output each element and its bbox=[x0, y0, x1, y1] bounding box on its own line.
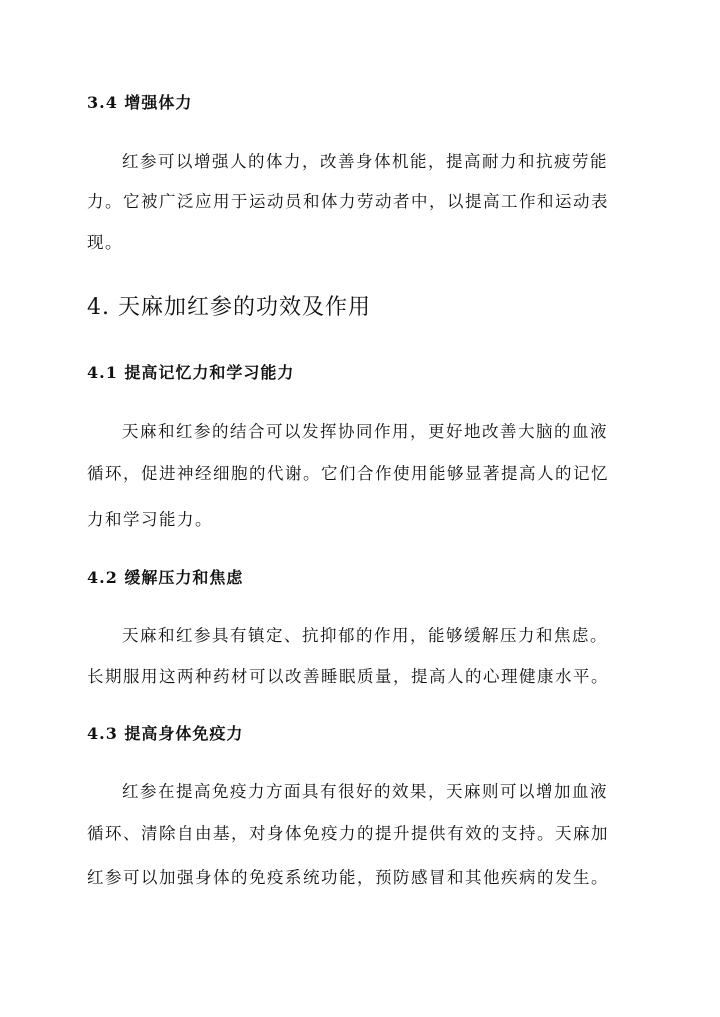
paragraph-line: 红参可以加强身体的免疫系统功能，预防感冒和其他疾病的发生。 bbox=[87, 868, 609, 887]
paragraph-line: 天麻和红参具有镇定、抗抑郁的作用，能够缓解压力和焦虑。 bbox=[122, 626, 608, 645]
paragraph-line: 红参可以增强人的体力，改善身体机能，提高耐力和抗疲劳能 bbox=[122, 152, 608, 171]
paragraph-line: 现。 bbox=[87, 233, 123, 252]
paragraph-line: 力和学习能力。 bbox=[87, 510, 213, 529]
paragraph-line: 循环，促进神经细胞的代谢。它们合作使用能够显著提高人的记忆 bbox=[87, 464, 609, 483]
section-heading-4-3: 4.3 提高身体免疫力 bbox=[87, 724, 244, 743]
chapter-heading-4: 4. 天麻加红参的功效及作用 bbox=[87, 295, 371, 320]
paragraph-line: 红参在提高免疫力方面具有很好的效果，天麻则可以增加血液 bbox=[122, 782, 608, 801]
paragraph-line: 天麻和红参的结合可以发挥协同作用，更好地改善大脑的血液 bbox=[122, 422, 608, 441]
section-heading-3-4: 3.4 增强体力 bbox=[87, 93, 193, 112]
paragraph-line: 循环、清除自由基，对身体免疫力的提升提供有效的支持。天麻加 bbox=[87, 824, 609, 843]
section-heading-4-1: 4.1 提高记忆力和学习能力 bbox=[87, 363, 295, 382]
paragraph-line: 力。它被广泛应用于运动员和体力劳动者中，以提高工作和运动表 bbox=[87, 192, 609, 211]
section-heading-4-2: 4.2 缓解压力和焦虑 bbox=[87, 568, 244, 587]
paragraph-line: 长期服用这两种药材可以改善睡眠质量，提高人的心理健康水平。 bbox=[87, 667, 609, 686]
